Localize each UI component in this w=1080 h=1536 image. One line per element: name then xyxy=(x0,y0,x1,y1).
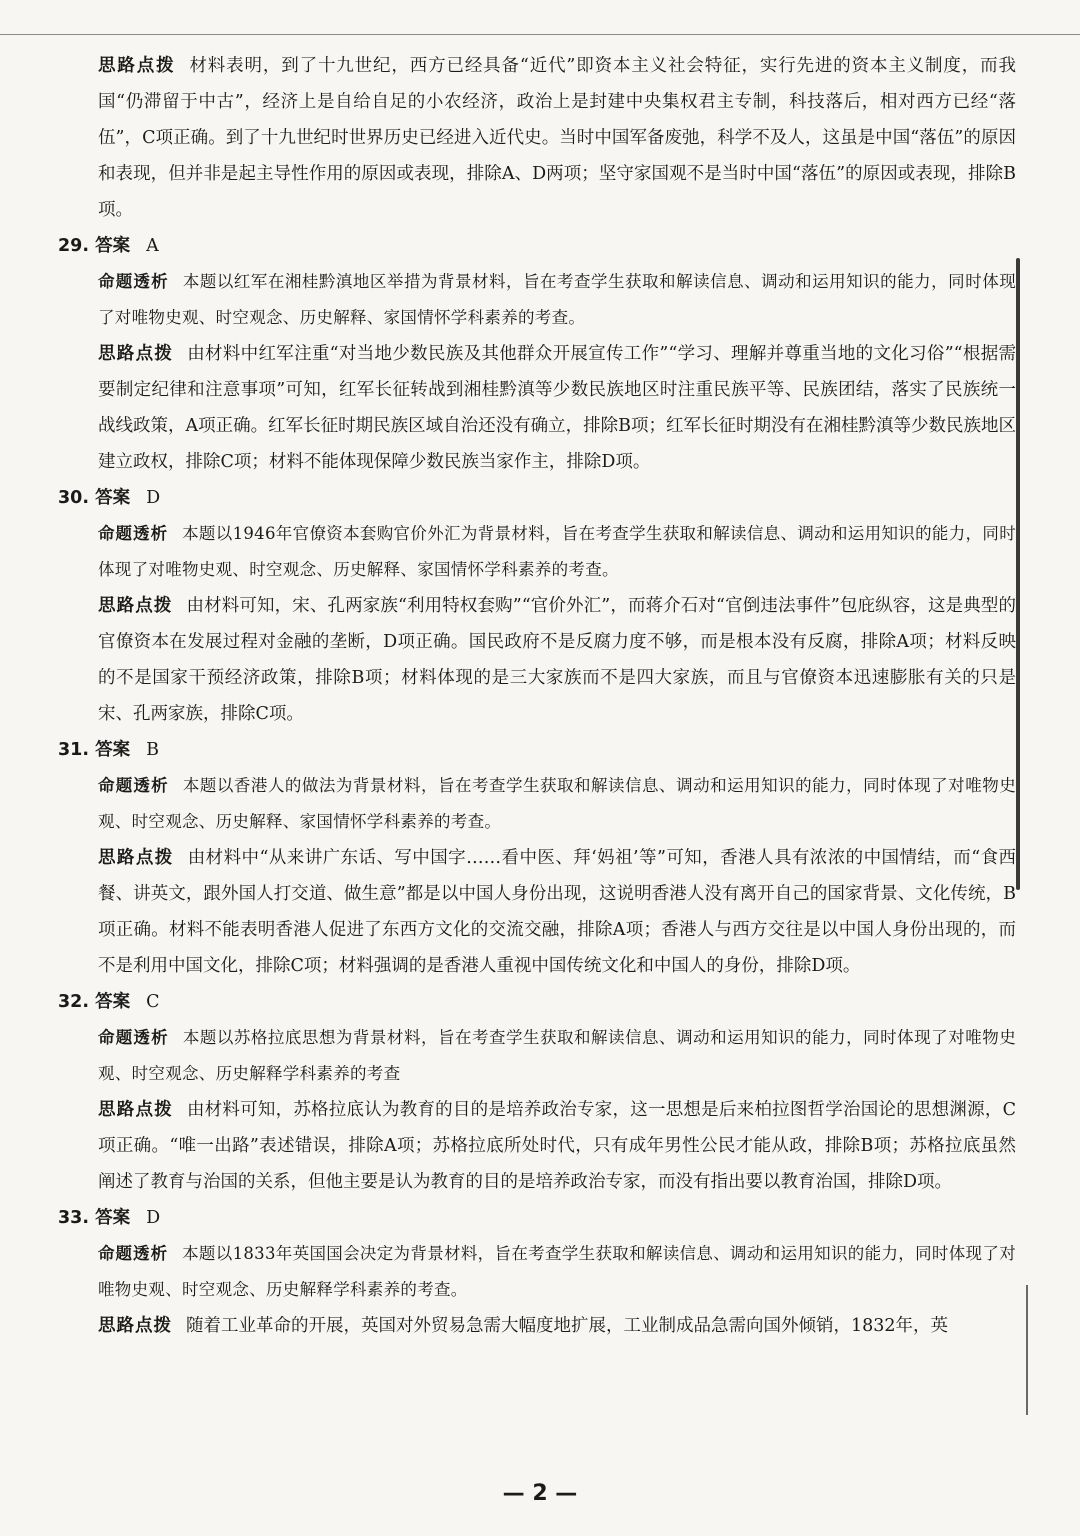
hint-paragraph xyxy=(58,588,1016,732)
analysis-text: 本题以红军在湘桂黔滇地区举措为背景材料，旨在考查学生获取和解读信息、调动和运用知识的能力，同时体现了对唯物史观、时空观念、历史解释、家国情怀学科素养的考查。 xyxy=(98,272,1017,327)
analysis-label: 命题透析 xyxy=(98,776,169,795)
top-rule xyxy=(0,34,1080,35)
analysis-text: 本题以1833年英国国会决定为背景材料，旨在考查学生获取和解读信息、调动和运用知识的能力，同时体现了对唯物史观、时空观念、历史解释学科素养的考查。 xyxy=(98,1244,1017,1299)
answer-line xyxy=(58,732,1016,768)
answer-letter: C xyxy=(146,992,160,1012)
answer-letter: D xyxy=(146,488,161,508)
answer-line xyxy=(58,984,1016,1020)
intro-paragraph xyxy=(58,48,1016,228)
hint-paragraph xyxy=(58,1092,1016,1200)
hint-text: 由材料可知，宋、孔两家族“利用特权套购”“官价外汇”，而蒋介石对“官倒违法事件”包庇纵容，这是典型的官僚资本在发展过程对金融的垄断，D项正确。国民政府不是反腐力度不够，而是根本没有反腐，排除A项；材料反映的不是国家干预经济政策，排除B项；材料体现的是三大家族而不是四大家族，而且与官僚资本迅速膨胀有关的只是宋、孔两家族，排除C项。 xyxy=(98,596,1017,724)
hint-label: 思路点拨 xyxy=(98,56,176,76)
analysis-text: 本题以1946年官僚资本套购官价外汇为背景材料，旨在考查学生获取和解读信息、调动和运用知识的能力，同时体现了对唯物史观、时空观念、历史解释、家国情怀学科素养的考查。 xyxy=(98,524,1017,579)
hint-paragraph xyxy=(58,840,1016,984)
analysis-paragraph xyxy=(58,1236,1016,1308)
question-block-32 xyxy=(58,984,1016,1200)
hint-paragraph xyxy=(58,336,1016,480)
question-block-31 xyxy=(58,732,1016,984)
page-number: — 2 — xyxy=(502,1481,578,1506)
answer-letter: B xyxy=(146,740,159,760)
question-number: 33. 答案 xyxy=(58,1208,131,1228)
analysis-label: 命题透析 xyxy=(98,1244,169,1263)
question-block-29 xyxy=(58,228,1016,480)
hint-text: 由材料可知，苏格拉底认为教育的目的是培养政治专家，这一思想是后来柏拉图哲学治国论的思想渊源，C项正确。“唯一出路”表述错误，排除A项；苏格拉底所处时代，只有成年男性公民才能从政，排除B项；苏格拉底虽然阐述了教育与治国的关系，但他主要是认为教育的目的是培养政治专家，而没有指出要以教育治国，排除D项。 xyxy=(98,1100,1017,1192)
answer-line xyxy=(58,480,1016,516)
page-content xyxy=(58,48,1016,1344)
analysis-paragraph xyxy=(58,516,1016,588)
scan-edge-mark xyxy=(1026,1285,1028,1415)
scan-edge-mark xyxy=(1016,258,1020,890)
analysis-label: 命题透析 xyxy=(98,1028,169,1047)
hint-paragraph xyxy=(58,1308,1016,1344)
hint-label: 思路点拨 xyxy=(98,1316,172,1336)
hint-label: 思路点拨 xyxy=(98,848,174,868)
hint-label: 思路点拨 xyxy=(98,344,174,364)
analysis-paragraph xyxy=(58,1020,1016,1092)
question-number: 30. 答案 xyxy=(58,488,131,508)
analysis-label: 命题透析 xyxy=(98,272,169,291)
hint-text: 随着工业革命的开展，英国对外贸易急需大幅度地扩展，工业制成品急需向国外倾销，1832年，英 xyxy=(186,1316,949,1336)
answer-letter: A xyxy=(146,236,159,256)
analysis-label: 命题透析 xyxy=(98,524,169,543)
hint-label: 思路点拨 xyxy=(98,596,173,616)
answer-letter: D xyxy=(146,1208,161,1228)
analysis-paragraph xyxy=(58,768,1016,840)
question-number: 29. 答案 xyxy=(58,236,131,256)
question-block-33 xyxy=(58,1200,1016,1344)
question-number: 32. 答案 xyxy=(58,992,131,1012)
hint-text: 材料表明，到了十九世纪，西方已经具备“近代”即资本主义社会特征，实行先进的资本主义制度，而我国“仍滞留于中古”，经济上是自给自足的小农经济，政治上是封建中央集权君主专制，科技落后，相对西方已经“落伍”，C项正确。到了十九世纪时世界历史已经进入近代史。当时中国军备废弛，科学不及人，这虽是中国“落伍”的原因和表现，但并非是起主导性作用的原因或表现，排除A、D两项；坚守家国观不是当时中国“落伍”的原因或表现，排除B项。 xyxy=(98,56,1016,220)
hint-text: 由材料中“从来讲广东话、写中国字……看中医、拜‘妈祖’等”可知，香港人具有浓浓的中国情结，而“食西餐、讲英文，跟外国人打交道、做生意”都是以中国人身份出现，这说明香港人没有离开自己的国家背景、文化传统，B项正确。材料不能表明香港人促进了东西方文化的交流交融，排除A项；香港人与西方交往是以中国人身份出现的，而不是利用中国文化，排除C项；材料强调的是香港人重视中国传统文化和中国人的身份，排除D项。 xyxy=(98,848,1016,976)
hint-text: 由材料中红军注重“对当地少数民族及其他群众开展宣传工作”“学习、理解并尊重当地的文化习俗”“根据需要制定纪律和注意事项”可知，红军长征转战到湘桂黔滇等少数民族地区时注重民族平等、民族团结，落实了民族统一战线政策，A项正确。红军长征时期民族区域自治还没有确立，排除B项；红军长征时期没有在湘桂黔滇等少数民族地区建立政权，排除C项；材料不能体现保障少数民族当家作主，排除D项。 xyxy=(98,344,1017,472)
hint-label: 思路点拨 xyxy=(98,1100,173,1120)
answer-line xyxy=(58,1200,1016,1236)
question-block-30 xyxy=(58,480,1016,732)
analysis-text: 本题以苏格拉底思想为背景材料，旨在考查学生获取和解读信息、调动和运用知识的能力，同时体现了对唯物史观、时空观念、历史解释学科素养的考查 xyxy=(98,1028,1017,1083)
question-number: 31. 答案 xyxy=(58,740,131,760)
analysis-paragraph xyxy=(58,264,1016,336)
analysis-text: 本题以香港人的做法为背景材料，旨在考查学生获取和解读信息、调动和运用知识的能力，同时体现了对唯物史观、时空观念、历史解释、家国情怀学科素养的考查。 xyxy=(98,776,1017,831)
answer-line xyxy=(58,228,1016,264)
